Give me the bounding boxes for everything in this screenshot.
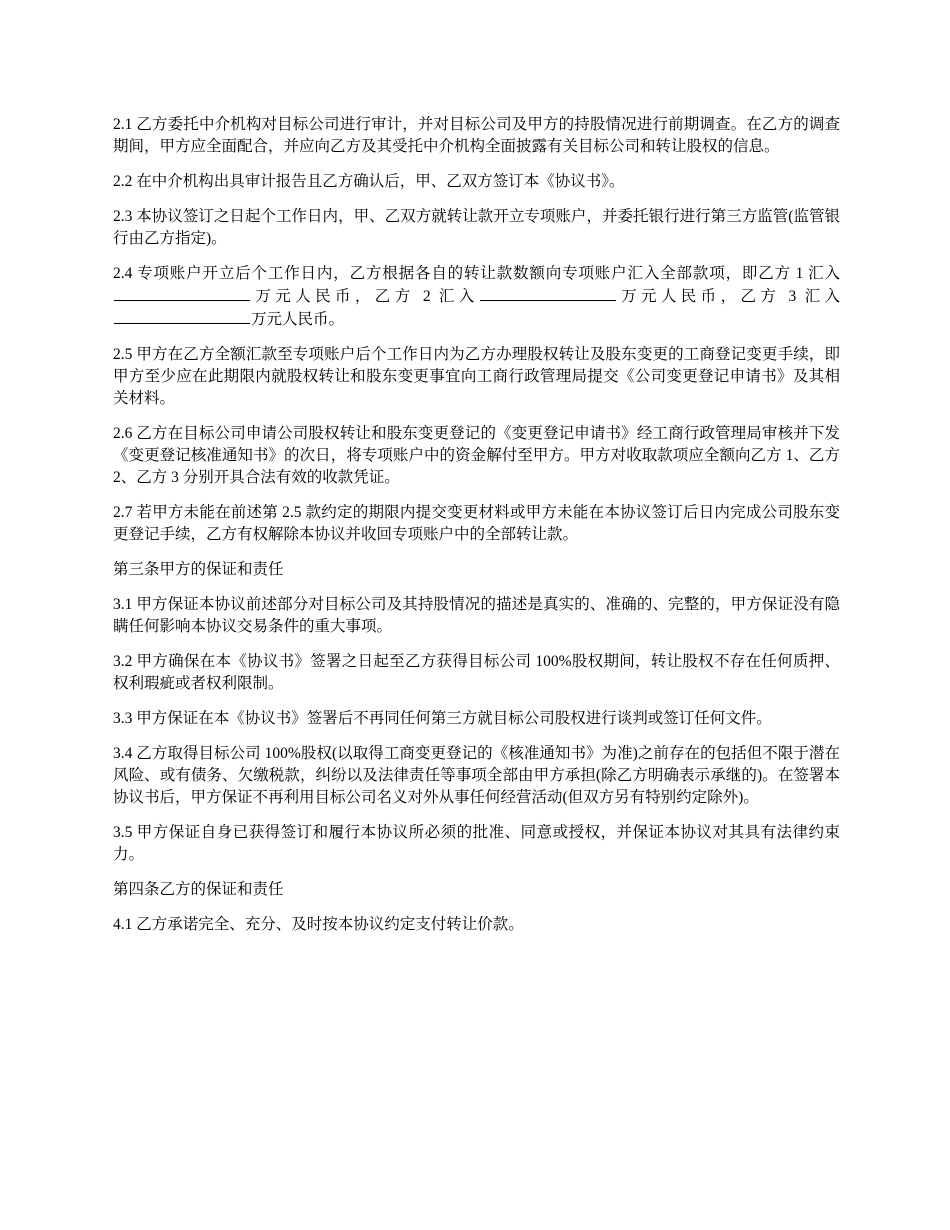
clause-2-4-text-3: 万元人民币，乙方 3 汇入 [616, 288, 840, 305]
clause-2-4 [113, 263, 840, 331]
clause-2-1: 2.1 乙方委托中介机构对目标公司进行审计，并对目标公司及甲方的持股情况进行前期调查。在乙方的调查期间，甲方应全面配合，并应向乙方及其受托中介机构全面披露有关目标公司和转让股权的信息。 [113, 116, 840, 155]
clause-3-5: 3.5 甲方保证自身已获得签订和履行本协议所必须的批准、同意或授权，并保证本协议对其具有法律约束力。 [113, 824, 840, 863]
clause-2-4-text-2: 万元人民币，乙方 2 汇入 [251, 288, 479, 305]
document-body [113, 114, 840, 949]
amount-blank-1 [114, 285, 250, 301]
article-3-heading: 第三条甲方的保证和责任 [113, 561, 284, 578]
amount-blank-3 [114, 308, 250, 324]
clause-2-3: 2.3 本协议签订之日起个工作日内，甲、乙双方就转让款开立专项账户，并委托银行进行第三方监管(监管银行由乙方指定)。 [113, 208, 840, 247]
amount-blank-2 [480, 285, 616, 301]
clause-2-4-text-1: 2.4 专项账户开立后个工作日内，乙方根据各自的转让款数额向专项账户汇入全部款项，即乙方 1 汇入 [113, 265, 840, 282]
clause-2-7: 2.7 若甲方未能在前述第 2.5 款约定的期限内提交变更材料或甲方未能在本协议签订后日内完成公司股东变更登记手续，乙方有权解除本协议并收回专项账户中的全部转让款。 [113, 504, 840, 543]
clause-3-1: 3.1 甲方保证本协议前述部分对目标公司及其持股情况的描述是真实的、准确的、完整的，甲方保证没有隐瞒任何影响本协议交易条件的重大事项。 [113, 596, 840, 635]
clause-2-4-text-4: 万元人民币。 [251, 311, 345, 328]
clause-2-6: 2.6 乙方在目标公司申请公司股权转让和股东变更登记的《变更登记申请书》经工商行政管理局审核并下发《变更登记核准通知书》的次日，将专项账户中的资金解付至甲方。甲方对收取款项应全额向乙方 1、乙方 2、乙方 3 分别开具合法有效的收款凭证。 [113, 425, 840, 486]
clause-4-1: 4.1 乙方承诺完全、充分、及时按本协议约定支付转让价款。 [113, 916, 524, 933]
article-4-heading: 第四条乙方的保证和责任 [113, 881, 284, 898]
clause-3-4: 3.4 乙方取得目标公司 100%股权(以取得工商变更登记的《核准通知书》为准)之前存在的包括但不限于潜在风险、或有债务、欠缴税款，纠纷以及法律责任等事项全部由甲方承担(除乙方明确表示承继的)。在签署本协议书后，甲方保证不再利用目标公司名义对外从事任何经营活动(但双方另有特别约定除外)。 [113, 745, 840, 806]
clause-3-3: 3.3 甲方保证在本《协议书》签署后不再同任何第三方就目标公司股权进行谈判或签订任何文件。 [113, 710, 772, 727]
clause-3-2: 3.2 甲方确保在本《协议书》签署之日起至乙方获得目标公司 100%股权期间，转让股权不存在任何质押、权利瑕疵或者权利限制。 [113, 653, 840, 692]
clause-2-5: 2.5 甲方在乙方全额汇款至专项账户后个工作日内为乙方办理股权转让及股东变更的工商登记变更手续，即甲方至少应在此期限内就股权转让和股东变更事宜向工商行政管理局提交《公司变更登记申请书》及其相关材料。 [113, 346, 840, 407]
clause-2-2: 2.2 在中介机构出具审计报告且乙方确认后，甲、乙双方签订本《协议书》。 [113, 173, 625, 190]
